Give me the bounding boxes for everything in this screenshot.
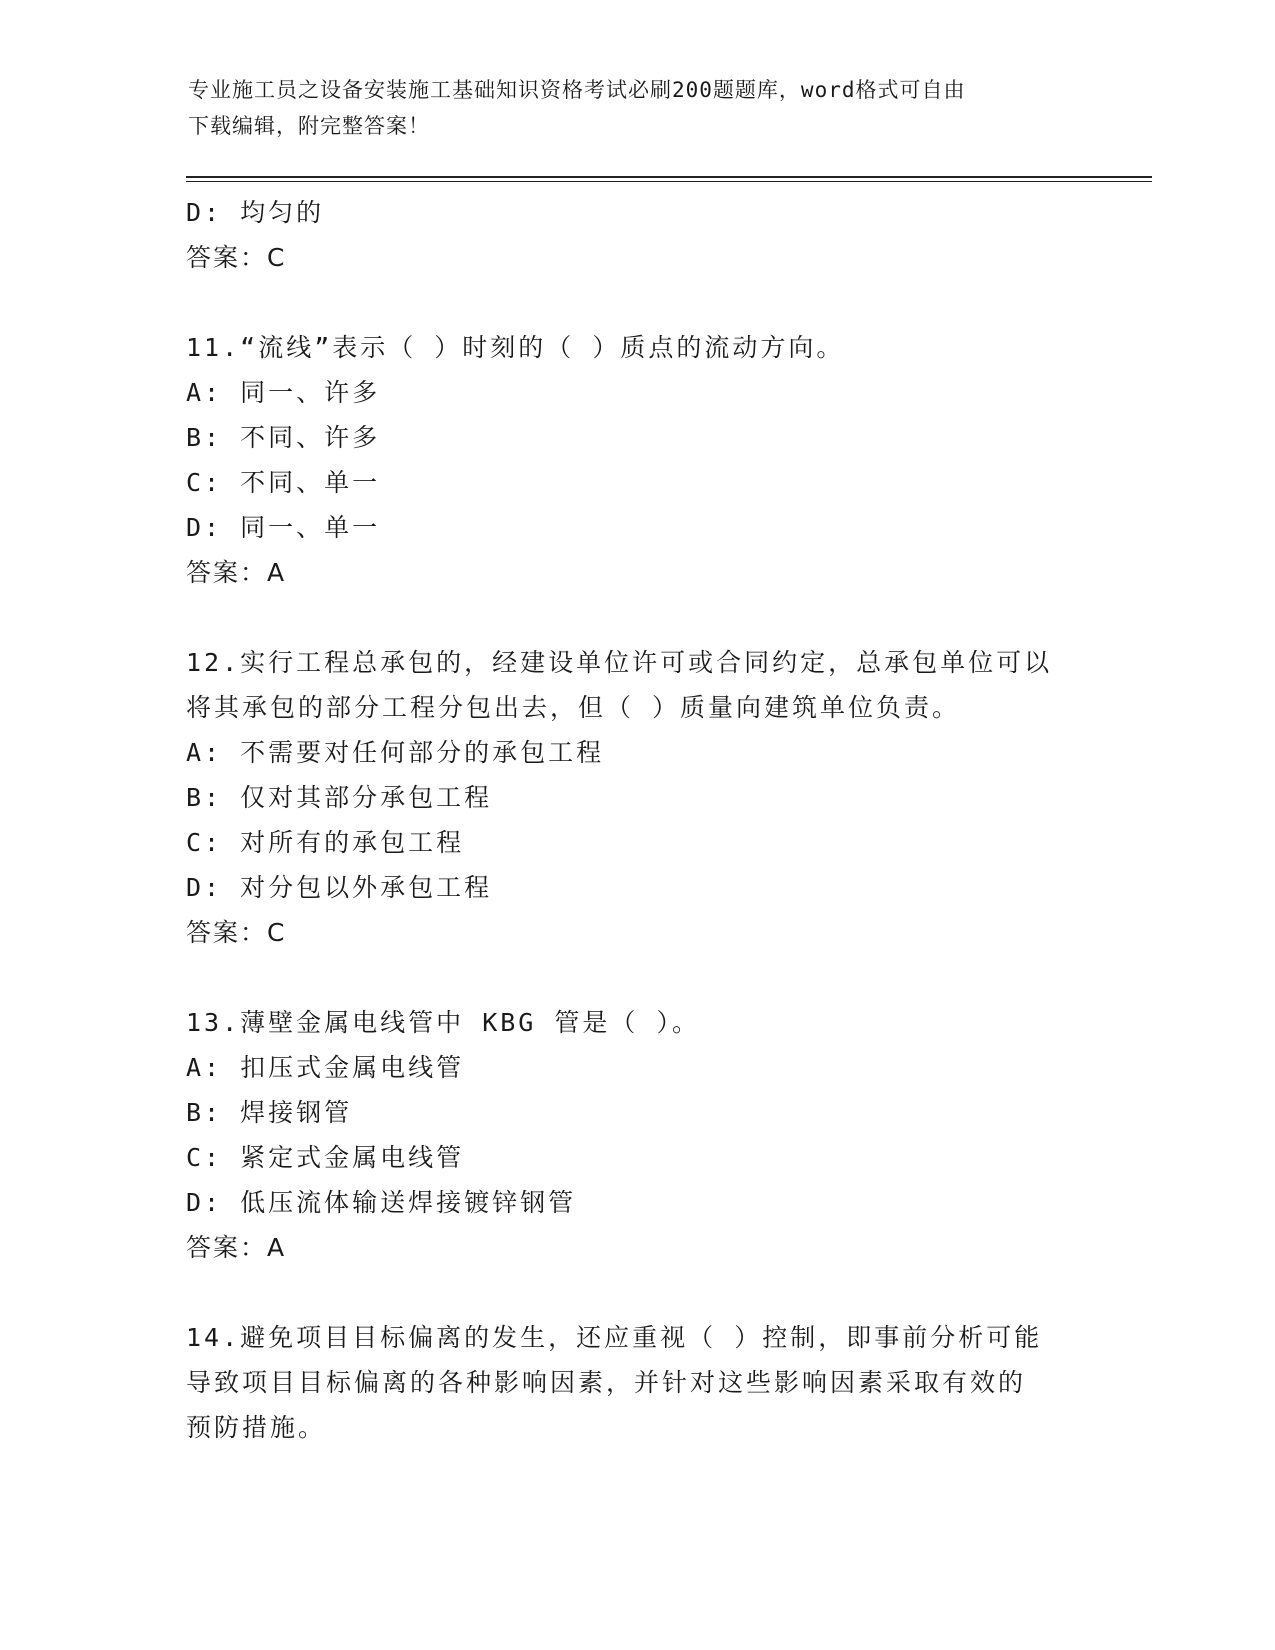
question-stem-line-2: 将其承包的部分工程分包出去，但（ ）质量向建筑单位负责。 [186,693,961,722]
question-11 [186,325,1086,595]
option-b: B: 仅对其部分承包工程 [186,783,493,812]
header-divider-thin [186,181,1152,182]
option-a: A: 同一、许多 [186,378,381,407]
option-a: A: 不需要对任何部分的承包工程 [186,738,605,767]
previous-question-tail [186,190,1086,280]
header-line-2: 下载编辑，附完整答案！ [188,114,430,138]
option-d: D: 同一、单一 [186,513,381,542]
option-d: D: 低压流体输送焊接镀锌钢管 [186,1188,577,1217]
answer-line: 答案：A [186,1233,287,1262]
header-divider-thick [186,176,1152,178]
question-stem-line-2: 导致项目目标偏离的各种影响因素，并针对这些影响因素采取有效的 [186,1368,1027,1397]
option-d: D: 均匀的 [186,198,325,227]
option-a: A: 扣压式金属电线管 [186,1053,465,1082]
question-stem: 11.“流线”表示（ ）时刻的（ ）质点的流动方向。 [186,333,845,362]
option-c: C: 对所有的承包工程 [186,828,465,857]
answer-line: 答案：C [186,243,287,272]
option-c: C: 不同、单一 [186,468,381,497]
question-content [186,190,1086,1450]
option-c: C: 紧定式金属电线管 [186,1143,465,1172]
question-14 [186,1315,1086,1450]
question-stem: 13.薄壁金属电线管中 KBG 管是（ ）。 [186,1008,700,1037]
question-12 [186,640,1086,955]
question-13 [186,1000,1086,1270]
document-header [188,72,1068,144]
option-d: D: 对分包以外承包工程 [186,873,493,902]
question-stem-line-1: 12.实行工程总承包的，经建设单位许可或合同约定，总承包单位可以 [186,648,1053,677]
answer-line: 答案：C [186,918,287,947]
option-b: B: 焊接钢管 [186,1098,353,1127]
question-stem-line-1: 14.避免项目目标偏离的发生，还应重视（ ）控制，即事前分析可能 [186,1323,1043,1352]
header-line-1: 专业施工员之设备安装施工基础知识资格考试必刷200题题库，word格式可自由 [188,78,966,102]
question-stem-line-3: 预防措施。 [186,1413,327,1442]
answer-line: 答案：A [186,558,287,587]
option-b: B: 不同、许多 [186,423,381,452]
